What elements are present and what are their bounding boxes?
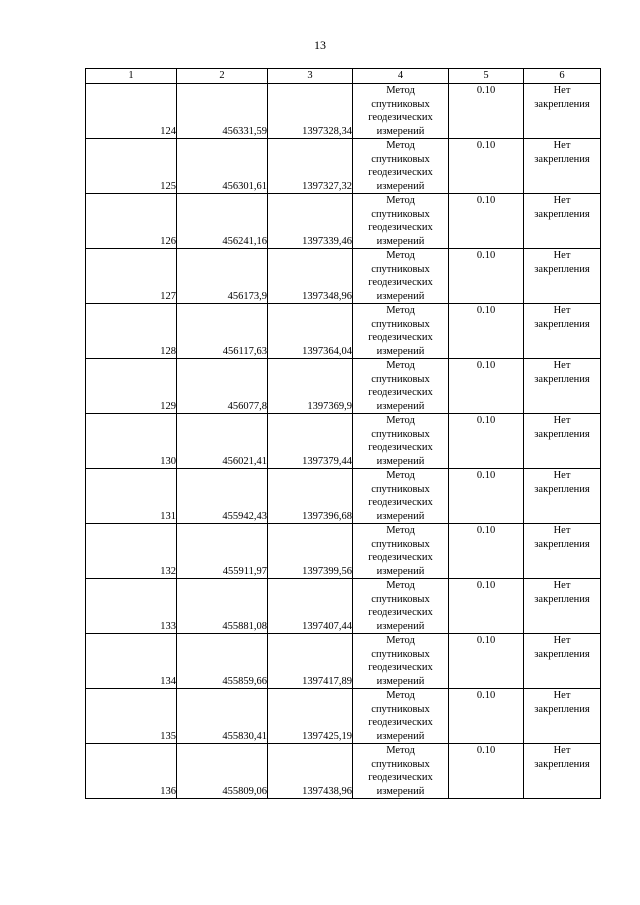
point-number-cell: 136	[86, 744, 177, 799]
x-coordinate-cell: 455859,66	[177, 634, 268, 689]
point-number-cell: 131	[86, 469, 177, 524]
y-coordinate-cell: 1397417,89	[268, 634, 353, 689]
method-cell: Метод спутниковых геодезических измерений	[353, 524, 449, 579]
method-cell: Метод спутниковых геодезических измерений	[353, 304, 449, 359]
fixing-cell: Нет закрепления	[524, 634, 601, 689]
point-number-cell: 127	[86, 249, 177, 304]
method-cell: Метод спутниковых геодезических измерений	[353, 194, 449, 249]
fixing-cell: Нет закрепления	[524, 744, 601, 799]
accuracy-cell: 0.10	[449, 579, 524, 634]
fixing-cell: Нет закрепления	[524, 139, 601, 194]
table-row	[86, 84, 601, 139]
column-header: 4	[353, 69, 449, 84]
table-row	[86, 579, 601, 634]
method-cell: Метод спутниковых геодезических измерений	[353, 359, 449, 414]
accuracy-cell: 0.10	[449, 139, 524, 194]
table-row	[86, 689, 601, 744]
page-number: 13	[314, 38, 326, 52]
y-coordinate-cell: 1397327,32	[268, 139, 353, 194]
fixing-cell: Нет закрепления	[524, 84, 601, 139]
point-number-cell: 133	[86, 579, 177, 634]
table-row	[86, 359, 601, 414]
x-coordinate-cell: 456301,61	[177, 139, 268, 194]
method-cell: Метод спутниковых геодезических измерений	[353, 84, 449, 139]
method-cell: Метод спутниковых геодезических измерений	[353, 249, 449, 304]
table-row	[86, 249, 601, 304]
accuracy-cell: 0.10	[449, 84, 524, 139]
x-coordinate-cell: 456117,63	[177, 304, 268, 359]
point-number-cell: 125	[86, 139, 177, 194]
y-coordinate-cell: 1397364,04	[268, 304, 353, 359]
column-header: 1	[86, 69, 177, 84]
fixing-cell: Нет закрепления	[524, 524, 601, 579]
column-header: 3	[268, 69, 353, 84]
y-coordinate-cell: 1397407,44	[268, 579, 353, 634]
x-coordinate-cell: 456173,9	[177, 249, 268, 304]
accuracy-cell: 0.10	[449, 469, 524, 524]
y-coordinate-cell: 1397328,34	[268, 84, 353, 139]
y-coordinate-cell: 1397425,19	[268, 689, 353, 744]
fixing-cell: Нет закрепления	[524, 414, 601, 469]
fixing-cell: Нет закрепления	[524, 249, 601, 304]
point-number-cell: 134	[86, 634, 177, 689]
x-coordinate-cell: 455809,06	[177, 744, 268, 799]
fixing-cell: Нет закрепления	[524, 304, 601, 359]
method-cell: Метод спутниковых геодезических измерений	[353, 139, 449, 194]
y-coordinate-cell: 1397379,44	[268, 414, 353, 469]
table-row	[86, 194, 601, 249]
method-cell: Метод спутниковых геодезических измерений	[353, 634, 449, 689]
y-coordinate-cell: 1397399,56	[268, 524, 353, 579]
fixing-cell: Нет закрепления	[524, 194, 601, 249]
point-number-cell: 130	[86, 414, 177, 469]
method-cell: Метод спутниковых геодезических измерений	[353, 414, 449, 469]
point-number-cell: 129	[86, 359, 177, 414]
table-row	[86, 304, 601, 359]
coordinates-table	[85, 68, 601, 799]
x-coordinate-cell: 456331,59	[177, 84, 268, 139]
fixing-cell: Нет закрепления	[524, 469, 601, 524]
accuracy-cell: 0.10	[449, 634, 524, 689]
table-row	[86, 634, 601, 689]
fixing-cell: Нет закрепления	[524, 689, 601, 744]
accuracy-cell: 0.10	[449, 359, 524, 414]
y-coordinate-cell: 1397369,9	[268, 359, 353, 414]
method-cell: Метод спутниковых геодезических измерений	[353, 579, 449, 634]
table-row	[86, 744, 601, 799]
accuracy-cell: 0.10	[449, 414, 524, 469]
accuracy-cell: 0.10	[449, 249, 524, 304]
accuracy-cell: 0.10	[449, 524, 524, 579]
y-coordinate-cell: 1397438,96	[268, 744, 353, 799]
x-coordinate-cell: 456241,16	[177, 194, 268, 249]
x-coordinate-cell: 455881,08	[177, 579, 268, 634]
table-row	[86, 139, 601, 194]
x-coordinate-cell: 455830,41	[177, 689, 268, 744]
table-row	[86, 414, 601, 469]
point-number-cell: 124	[86, 84, 177, 139]
point-number-cell: 128	[86, 304, 177, 359]
point-number-cell: 135	[86, 689, 177, 744]
x-coordinate-cell: 455942,43	[177, 469, 268, 524]
method-cell: Метод спутниковых геодезических измерений	[353, 689, 449, 744]
y-coordinate-cell: 1397396,68	[268, 469, 353, 524]
method-cell: Метод спутниковых геодезических измерений	[353, 469, 449, 524]
column-header: 5	[449, 69, 524, 84]
accuracy-cell: 0.10	[449, 689, 524, 744]
y-coordinate-cell: 1397339,46	[268, 194, 353, 249]
x-coordinate-cell: 456021,41	[177, 414, 268, 469]
point-number-cell: 126	[86, 194, 177, 249]
accuracy-cell: 0.10	[449, 194, 524, 249]
table-row	[86, 469, 601, 524]
point-number-cell: 132	[86, 524, 177, 579]
x-coordinate-cell: 455911,97	[177, 524, 268, 579]
fixing-cell: Нет закрепления	[524, 359, 601, 414]
x-coordinate-cell: 456077,8	[177, 359, 268, 414]
column-header: 2	[177, 69, 268, 84]
fixing-cell: Нет закрепления	[524, 579, 601, 634]
accuracy-cell: 0.10	[449, 744, 524, 799]
method-cell: Метод спутниковых геодезических измерений	[353, 744, 449, 799]
table-row	[86, 524, 601, 579]
column-header: 6	[524, 69, 601, 84]
y-coordinate-cell: 1397348,96	[268, 249, 353, 304]
table-header-row	[86, 69, 601, 84]
accuracy-cell: 0.10	[449, 304, 524, 359]
table-body	[86, 84, 601, 799]
